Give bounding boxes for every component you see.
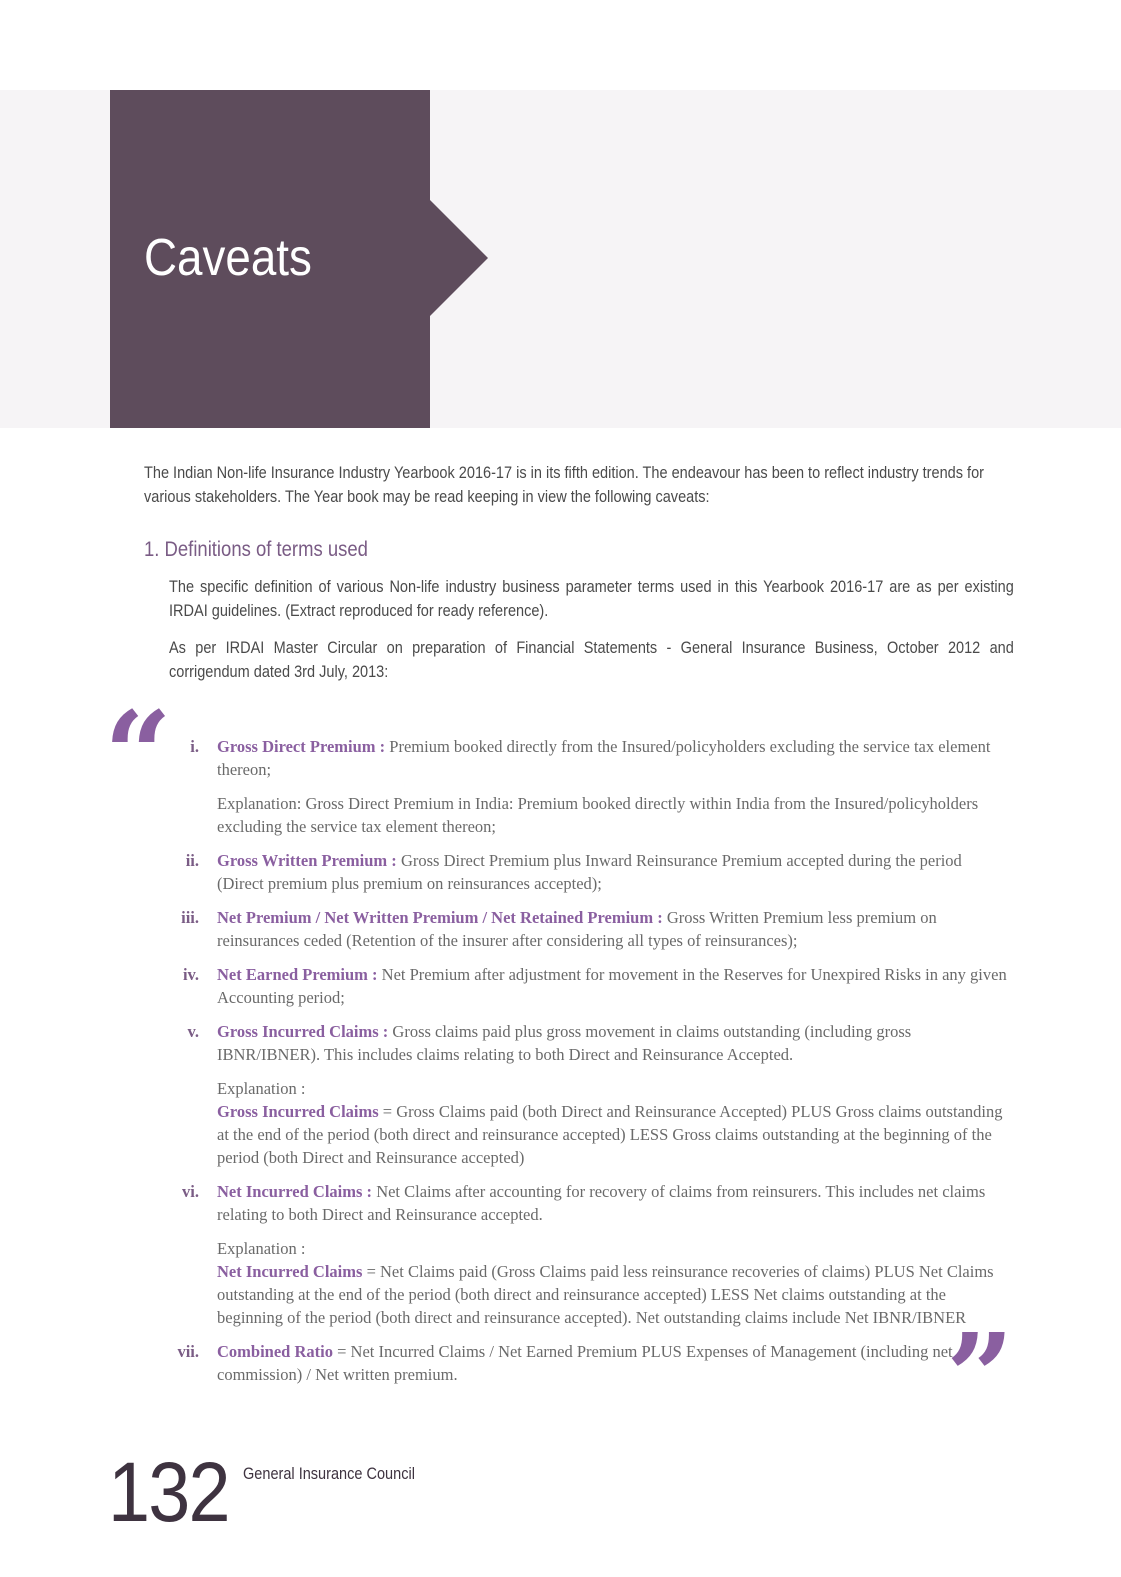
definition-term: Net Incurred Claims : — [217, 1182, 373, 1201]
header-arrow-shape — [430, 200, 488, 316]
explanation-term: Gross Incurred Claims — [217, 1102, 379, 1121]
definition-numeral: vii. — [177, 1342, 199, 1361]
definition-item — [140, 735, 1010, 781]
definition-text: Net Premium after adjustment for movement in the Reserves for Unexpired Risks in any given Accounting period; — [217, 965, 1007, 1007]
explanation-block — [140, 1237, 1010, 1329]
definition-text: Net Claims after accounting for recovery of claims from reinsurers. This includes net claims relating to both Direct and Reinsurance accepted. — [217, 1182, 986, 1224]
definition-text: = Net Incurred Claims / Net Earned Premium PLUS Expenses of Management (including net commission) / Net written premium. — [217, 1342, 953, 1384]
definition-item — [140, 906, 1010, 952]
section-paragraph-2: As per IRDAI Master Circular on preparation of Financial Statements - General Insurance Business, October 2012 and corrigendum dated 3rd July, 2013: — [169, 639, 1014, 681]
definition-term: Gross Incurred Claims : — [217, 1022, 389, 1041]
definition-numeral: v. — [187, 1022, 199, 1041]
definition-numeral: iv. — [182, 965, 199, 984]
definition-item — [140, 963, 1010, 1009]
close-quote-icon: ” — [946, 1307, 1014, 1446]
section-heading — [144, 538, 368, 562]
definition-text: Gross Direct Premium plus Inward Reinsurance Premium accepted during the period (Direct premium plus premium on reinsurances accepted); — [217, 851, 962, 893]
definition-term: Net Premium / Net Written Premium / Net Retained Premium : — [217, 908, 663, 927]
definition-numeral: vi. — [182, 1182, 199, 1201]
explanation-label: Explanation : — [217, 1079, 306, 1098]
explanation-label: Explanation : — [217, 1239, 306, 1258]
definition-numeral: ii. — [185, 851, 199, 870]
definitions-list — [140, 735, 1010, 1397]
definition-numeral: i. — [190, 737, 199, 756]
definition-item — [140, 849, 1010, 895]
definition-numeral: iii. — [181, 908, 199, 927]
definition-term: Gross Written Premium : — [217, 851, 397, 870]
definition-term: Gross Direct Premium : — [217, 737, 386, 756]
explanation-text: = Gross Claims paid (both Direct and Reinsurance Accepted) PLUS Gross claims outstanding at the end of the period (both direct and reinsurance accepted) LESS Gross claims outstanding at the beginning of the period (both Direct and Reinsurance accepted) — [217, 1102, 1003, 1167]
section-paragraph-1: The specific definition of various Non-life industry business parameter terms used in this Yearbook 2016-17 are as per existing IRDAI guidelines. (Extract reproduced for ready reference). — [169, 578, 1014, 620]
explanation-term: Net Incurred Claims — [217, 1262, 363, 1281]
page-title: Caveats — [144, 229, 312, 287]
definition-item — [140, 1020, 1010, 1066]
explanation-block — [140, 792, 1010, 838]
section-title: Definitions of terms used — [164, 538, 368, 561]
intro-paragraph: The Indian Non-life Insurance Industry Yearbook 2016-17 is in its fifth edition. The endeavour has been to reflect industry trends for various stakeholders. The Year book may be read keeping in view the following caveats: — [144, 464, 984, 506]
open-quote-icon: “ — [104, 685, 172, 824]
publisher-label: General Insurance Council — [243, 1465, 415, 1483]
section-number: 1. — [144, 538, 160, 561]
definition-item — [140, 1180, 1010, 1226]
explanation-text: Explanation: Gross Direct Premium in India: Premium booked directly within India from the Insured/policyholders excluding the service tax element thereon; — [217, 794, 979, 836]
definition-text: Premium booked directly from the Insured/policyholders excluding the service tax element thereon; — [217, 737, 991, 779]
definition-term: Combined Ratio — [217, 1342, 333, 1361]
definition-text: Gross Written Premium less premium on reinsurances ceded (Retention of the insurer after considering all types of reinsurances); — [217, 908, 937, 950]
page-number: 132 — [108, 1445, 229, 1539]
explanation-block — [140, 1077, 1010, 1169]
explanation-text: = Net Claims paid (Gross Claims paid less reinsurance recoveries of claims) PLUS Net Claims outstanding at the end of the period (both direct and reinsurance accepted) LESS Net claims outstanding at the beginning of the period (both direct and reinsurance accepted). Net outstanding claims include Net IBNR/IBNER — [217, 1262, 994, 1327]
definition-text: Gross claims paid plus gross movement in claims outstanding (including gross IBNR/IBNER). This includes claims relating to both Direct and Reinsurance Accepted. — [217, 1022, 912, 1064]
definition-item — [140, 1340, 1010, 1386]
definition-term: Net Earned Premium : — [217, 965, 378, 984]
